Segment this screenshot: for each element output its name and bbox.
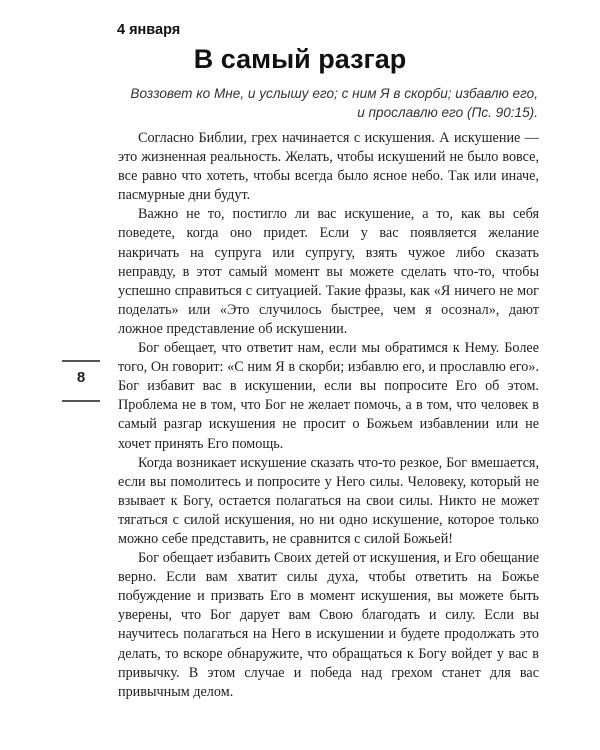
- epigraph-line-1: Воззовет ко Мне, и услышу его; с ним Я в скорби; избавлю его,: [130, 86, 538, 101]
- page-title: В самый разгар: [193, 44, 407, 74]
- body-text: [118, 129, 539, 702]
- paragraph-1: Согласно Библии, грех начинается с искушения. А искушение — это жизненная реальность. Желать, чтобы искушений не было вовсе, все равно что хотеть, чтобы всегда было ясное небо. Так или иначе, пасмурные дни будут.: [118, 130, 539, 204]
- paragraph-3: Бог обещает, что ответит нам, если мы обратимся к Нему. Более того, Он говорит: «С ним Я в скорби; избавлю его, и прославлю его». Бог избавит вас в искушении, если вы попросите Его об этом. Проблема не в том, что Бог не желает помочь, а в том, что человек в самый разгар искушения не просит о Божьем избавлении или не хочет принять Его помощь.: [118, 340, 539, 452]
- page-number: 8: [76, 369, 86, 386]
- chapter-date: 4 января: [117, 22, 181, 38]
- epigraph-line-2: и прославлю его (Пс. 90:15).: [357, 105, 538, 120]
- paragraph-4: Когда возникает искушение сказать что-то резкое, Бог вмешается, если вы помолитесь и попросите у Него силы. Человеку, который не взывает к Богу, остается полагаться на свои силы. Никто не может тягаться с силой искушения, но ни одно искушение, которое только можно себе представить, не сравнится с силой Божьей!: [118, 454, 539, 547]
- page-number-rule-bottom: [62, 400, 100, 402]
- page-number-box: [62, 360, 100, 402]
- paragraph-2: Важно не то, постигло ли вас искушение, а то, как вы себя поведете, когда оно придет. Если у вас появляется желание накричать на супруга или супругу, взять чужое либо сказать неправду, в этот самый момент вы можете сделать что-то, чтобы успешно справиться с ситуацией. Такие фразы, как «Я ничего не мог поделать» или «Это случилось быстрее, чем я осознал», дают ложное представление об искушении.: [118, 206, 539, 337]
- epigraph: [118, 84, 538, 122]
- paragraph-5: Бог обещает избавить Своих детей от искушения, и Его обещание верно. Если вам хватит силы духа, чтобы ответить на Божье побуждение и призвать Его в момент искушения, вы можете быть уверены, что Бог дарует вам Свою благодать и силу. Если вы научитесь полагаться на Него в искушении и будете продолжать это делать, то вскоре обнаружите, что обращаться к Богу войдет у вас в привычку. В этом случае и победа над грехом станет для вас привычным делом.: [118, 550, 539, 700]
- page-number-rule-top: [62, 360, 100, 362]
